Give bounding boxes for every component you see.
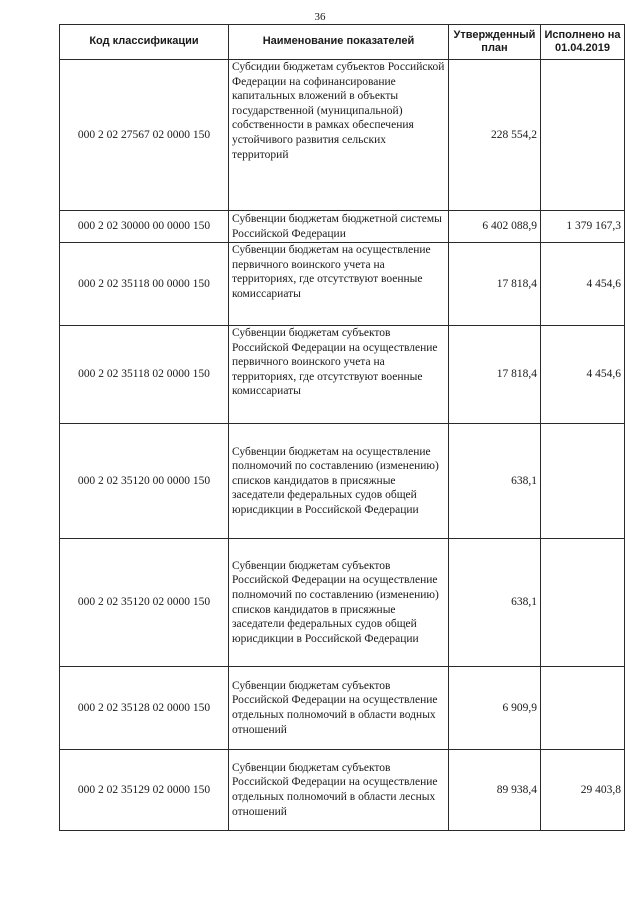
header-name: Наименование показателей (229, 25, 449, 60)
row-name: Субвенции бюджетам на осуществление полномочий по составлению (изменению) списков кандидатов в присяжные заседатели федеральных судов общей юрисдикции в Российской Федерации (229, 424, 449, 539)
row-plan: 228 554,2 (449, 60, 541, 211)
row-plan: 638,1 (449, 539, 541, 667)
row-done: 4 454,6 (541, 243, 625, 326)
row-name: Субвенции бюджетам бюджетной системы Российской Федерации (229, 211, 449, 243)
table-row (60, 424, 625, 539)
row-code: 000 2 02 35118 00 0000 150 (60, 243, 229, 326)
table-row (60, 243, 625, 326)
table-row (60, 60, 625, 211)
row-name: Субвенции бюджетам на осуществление первичного воинского учета на территориях, где отсутствуют военные комиссариаты (229, 243, 449, 326)
table-row (60, 539, 625, 667)
table-header-row (60, 25, 625, 60)
row-plan: 638,1 (449, 424, 541, 539)
row-done: 29 403,8 (541, 750, 625, 831)
row-code: 000 2 02 27567 02 0000 150 (60, 60, 229, 211)
row-code: 000 2 02 35118 02 0000 150 (60, 326, 229, 424)
row-done (541, 60, 625, 211)
row-name: Субвенции бюджетам субъектов Российской Федерации на осуществление отдельных полномочий в области водных отношений (229, 667, 449, 750)
page-number: 36 (314, 11, 326, 23)
table-row (60, 750, 625, 831)
row-done: 4 454,6 (541, 326, 625, 424)
row-done (541, 539, 625, 667)
row-code: 000 2 02 35129 02 0000 150 (60, 750, 229, 831)
row-code: 000 2 02 35120 00 0000 150 (60, 424, 229, 539)
row-plan: 17 818,4 (449, 243, 541, 326)
row-name: Субвенции бюджетам субъектов Российской Федерации на осуществление полномочий по составлению (изменению) списков кандидатов в присяжные заседатели федеральных судов общей юрисдикции в Российской Федерации (229, 539, 449, 667)
header-done: Исполнено на 01.04.2019 (541, 25, 625, 60)
row-code: 000 2 02 35128 02 0000 150 (60, 667, 229, 750)
row-code: 000 2 02 35120 02 0000 150 (60, 539, 229, 667)
row-name: Субвенции бюджетам субъектов Российской Федерации на осуществление отдельных полномочий в области лесных отношений (229, 750, 449, 831)
table-row (60, 667, 625, 750)
row-plan: 89 938,4 (449, 750, 541, 831)
row-plan: 6 402 088,9 (449, 211, 541, 243)
row-name: Субсидии бюджетам субъектов Российской Федерации на софинансирование капитальных вложений в объекты государственной (муниципальной) собственности в рамках обеспечения устойчивого развития сельских территорий (229, 60, 449, 211)
header-plan: Утвержденный план (449, 25, 541, 60)
row-plan: 17 818,4 (449, 326, 541, 424)
table-row (60, 211, 625, 243)
row-plan: 6 909,9 (449, 667, 541, 750)
row-done (541, 424, 625, 539)
table-row (60, 326, 625, 424)
row-name: Субвенции бюджетам субъектов Российской Федерации на осуществление первичного воинского учета на территориях, где отсутствуют военные комиссариаты (229, 326, 449, 424)
budget-table (59, 24, 625, 831)
row-done: 1 379 167,3 (541, 211, 625, 243)
header-code: Код классификации (60, 25, 229, 60)
row-done (541, 667, 625, 750)
row-code: 000 2 02 30000 00 0000 150 (60, 211, 229, 243)
